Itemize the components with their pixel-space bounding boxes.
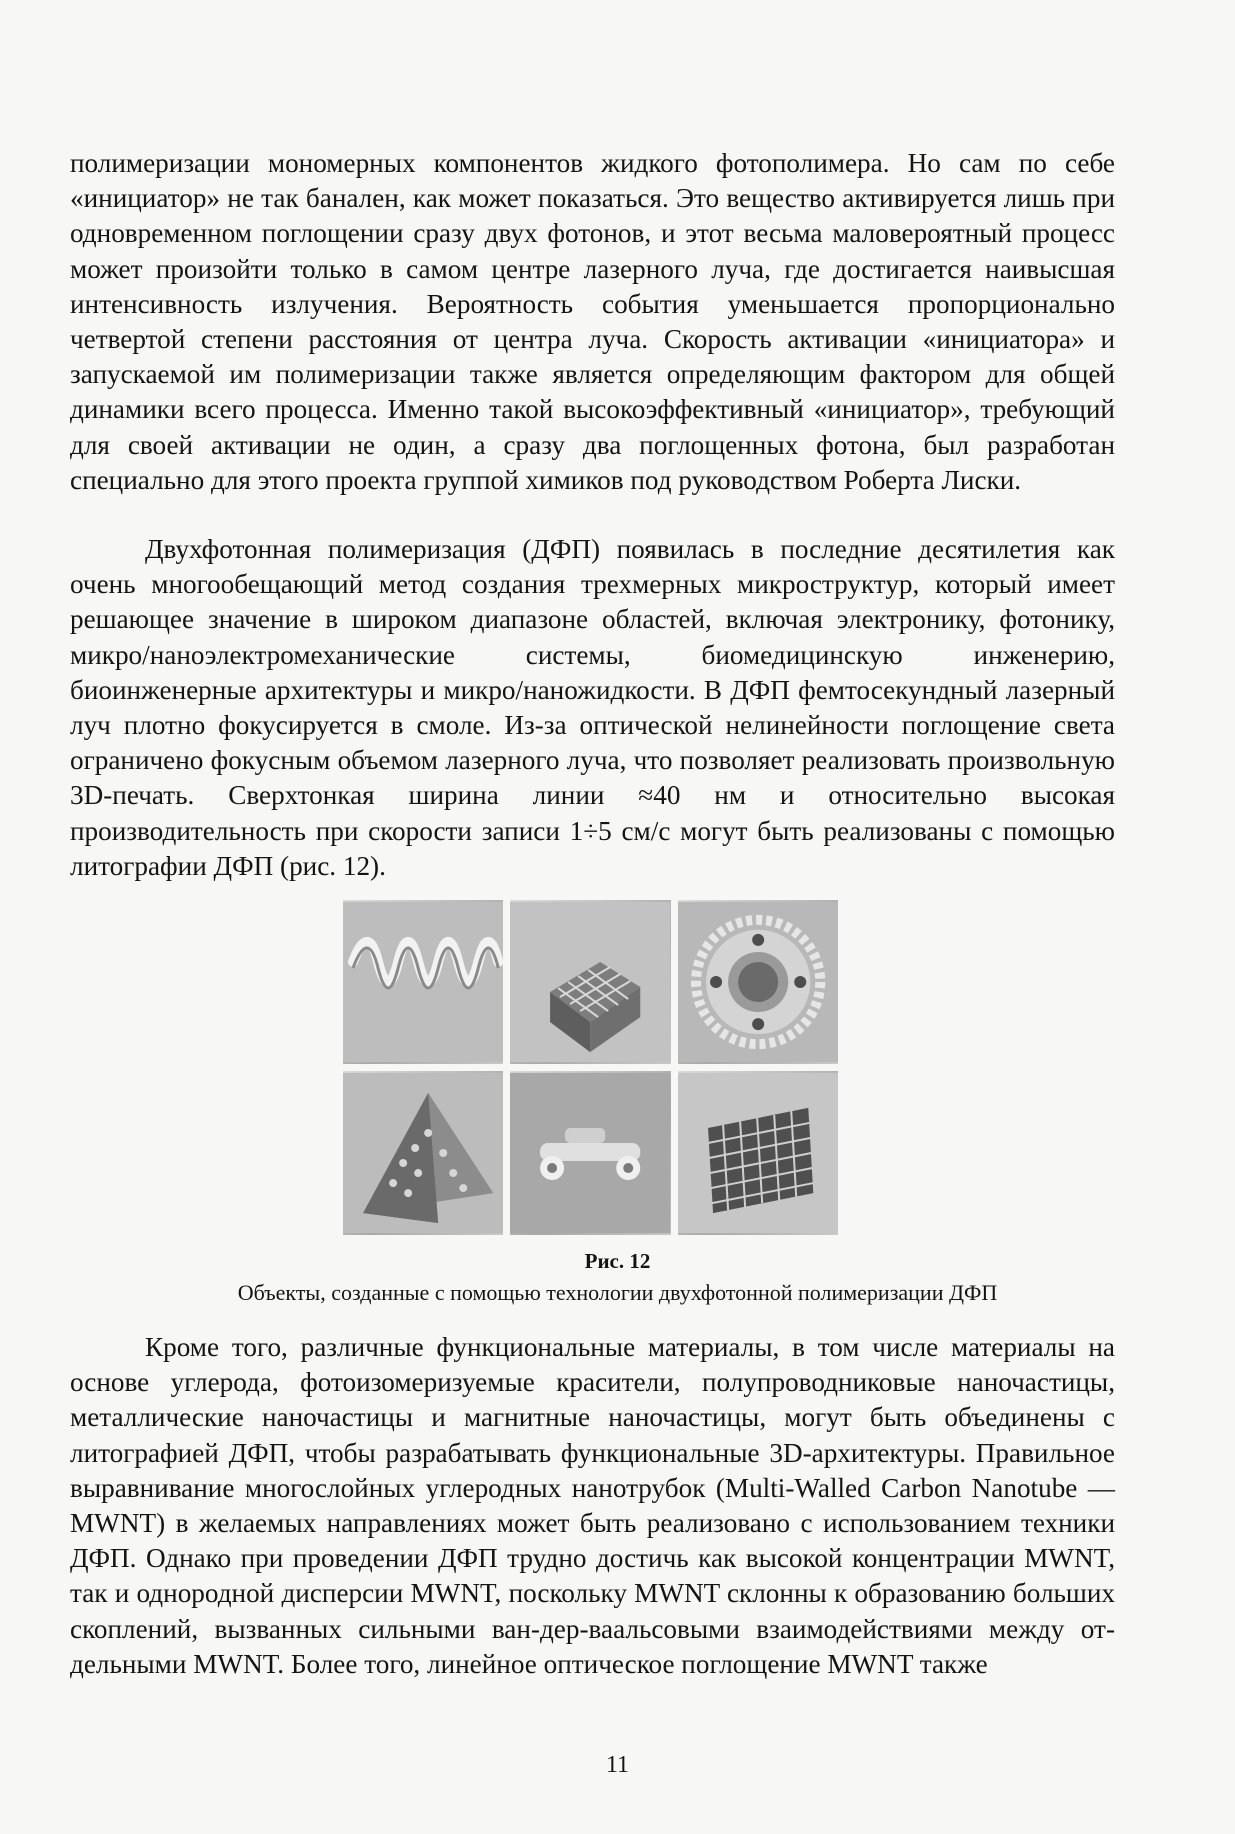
microstructure-pyramid-image — [343, 1071, 503, 1235]
figure-12-image-grid — [343, 900, 838, 1235]
page-number: 11 — [605, 1752, 630, 1778]
figure-title: Рис. 12 — [584, 1249, 651, 1273]
microstructure-mesh-block-image — [678, 1071, 838, 1235]
paragraph-1: полимеризации мономерных компонентов жидкого фотополимера. Но сам по себе «инициатор» не так банален, как может показаться. Это вещество активируется лишь при одновременном поглощении сразу двух фотонов, и этот весьма маловероятный процесс может произойти только в самом центре лазерного луча, где достигается наивысшая интенсивность излучения. Вероятность события уменьшается пропорционально четвертой степени расстояния от центра луча. Скорость активации «инициатора» и запускаемой им полимеризации также является определяющим фактором для общей динамики всего процесса. Именно такой высокоэффективный «инициатор», требующий для своей активации не один, а сразу два поглощенных фотона, был разработан специально для этого проекта группой химиков под руководством Роберта Лиски. — [70, 148, 1115, 495]
microstructure-gear-image — [678, 900, 838, 1064]
paragraph-2: Двухфотонная полимеризация (ДФП) появилась в последние десятилетия как очень многообещающий метод создания трехмерных микроструктур, который имеет решающее значение в широком диапазоне областей, включая электронику, фотонику, микро/наноэлектромеханические системы, биомедицинскую инженерию, биоинженерные архитектуры и микро/наножидкости. В ДФП фемтосекундный лазерный луч плотно фокусируется в смоле. Из-за оптической нелинейности поглощение света ограничено фокусным объемом лазерного луча, что позволяет реализовать произвольную 3D-печать. Сверхтонкая ширина линии ≈40 нм и относительно высокая производительность при скорости записи 1÷5 см/с могут быть реализованы с помощью литографии ДФП (рис. 12). — [70, 534, 1115, 881]
paragraph-3: Кроме того, различные функциональные материалы, в том числе материалы на основе углерода, фотоизомеризуемые красители, полупроводниковые наночастицы, металлические наночастицы и магнитные наночастицы, могут быть объединены с литографией ДФП, чтобы разрабатывать функциональные 3D-архитектуры. Правильное выравнивание многослойных углеродных нанотрубок (Multi-Walled Carbon Nanotube — MWNT) в желаемых направлениях может быть реализовано с использованием техники ДФП. Однако при проведении ДФП трудно достичь как высокой концентрации MWNT, так и однородной дисперсии MWNT, поскольку MWNT склонны к образованию больших скоплений, вызванных сильными ван-дер-ваальсовыми взаимодействиями между отдельными MWNT. Более того, линейное оптическое поглощение MWNT также — [70, 1332, 1115, 1679]
figure-caption: Объекты, созданные с помощью технологии двухфотонной полимеризации ДФП — [237, 1280, 998, 1305]
microstructure-car-image — [510, 1071, 670, 1235]
microstructure-lattice-cube-image — [510, 900, 670, 1064]
microstructure-spring-image — [343, 900, 503, 1064]
